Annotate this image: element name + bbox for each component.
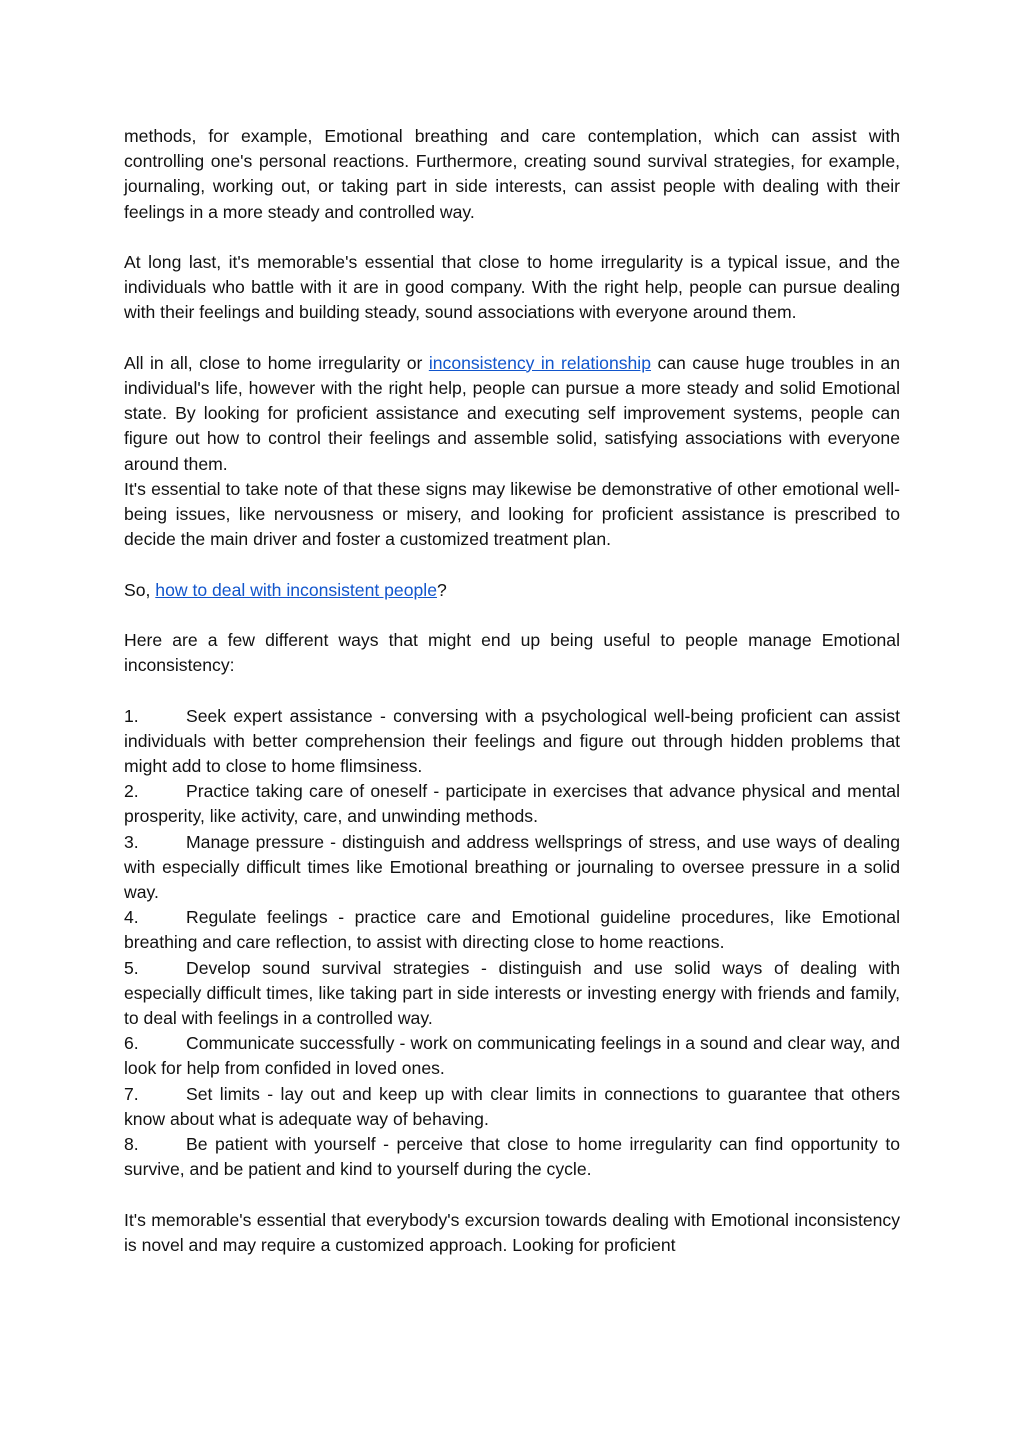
paragraph-breathing-methods: methods, for example, Emotional breathing and care contemplation, which can assist with controlling one's personal reactions. Furthermore, creating sound survival strategies, for example, journaling, working out, or taking part in side interests, can assist people with dealing with their feelings in a more steady and controlled way. bbox=[124, 126, 900, 222]
list-text: Manage pressure - distinguish and address wellsprings of stress, and use ways of dealing with especially difficult times like Emotional breathing or journaling to oversee pressure in a solid way. bbox=[124, 831, 900, 903]
paragraph-all-in-all bbox=[124, 351, 900, 477]
paragraph-gap bbox=[124, 552, 900, 577]
list-text: Be patient with yourself - perceive that close to home irregularity can find opportunity to survive, and be patient and kind to yourself during the cycle. bbox=[124, 1134, 900, 1180]
list-text: Practice taking care of oneself - participate in exercises that advance physical and mental prosperity, like activity, care, and unwinding methods. bbox=[124, 781, 900, 827]
numbered-list bbox=[124, 704, 900, 1183]
list-number: 3. bbox=[124, 831, 139, 852]
list-text: Regulate feelings - practice care and Emotional guideline procedures, like Emotional breathing and care reflection, to assist with directing close to home reactions. bbox=[124, 907, 900, 953]
text-span: ? bbox=[436, 579, 447, 600]
paragraph-gap bbox=[124, 225, 900, 250]
paragraph-how-to-deal bbox=[124, 578, 900, 603]
paragraph-signs-note: It's essential to take note of that these signs may likewise be demonstrative of other emotional well-being issues, like nervousness or misery, and looking for proficient assistance is prescribed to decide the main driver and foster a customized treatment plan. bbox=[124, 478, 900, 550]
list-number: 5. bbox=[124, 957, 139, 978]
list-item bbox=[124, 1132, 900, 1182]
paragraph-closing: It's memorable's essential that everybody's excursion towards dealing with Emotional inconsistency is novel and may require a customized approach. Looking for proficient bbox=[124, 1209, 900, 1255]
list-number: 4. bbox=[124, 907, 139, 928]
paragraph-gap bbox=[124, 326, 900, 351]
text-span: So, bbox=[124, 579, 156, 600]
list-number: 8. bbox=[124, 1134, 139, 1155]
list-text: Set limits - lay out and keep up with clear limits in connections to guarantee that others know about what is adequate way of behaving. bbox=[124, 1083, 900, 1129]
list-text: Develop sound survival strategies - distinguish and use solid ways of dealing with especially difficult times, like taking part in side interests or investing energy with friends and family, to deal with feelings in a controlled way. bbox=[124, 957, 900, 1029]
paragraph-gap bbox=[124, 1182, 900, 1207]
text-span: can cause huge troubles in an individual's life, however with the right help, people can pursue a more steady and solid Emotional state. By looking for proficient assistance and executing self improvement systems, people can figure out how to control their feelings and assemble solid, satisfying associations with everyone around them. bbox=[124, 352, 900, 474]
paragraph-at-long-last: At long last, it's memorable's essential that close to home irregularity is a typical issue, and the individuals who battle with it are in good company. With the right help, people can pursue dealing with their feelings and building steady, sound associations with everyone around them. bbox=[124, 252, 900, 323]
list-item bbox=[124, 704, 900, 780]
list-item bbox=[124, 830, 900, 906]
paragraph-gap bbox=[124, 678, 900, 703]
text-span: All in all, close to home irregularity or bbox=[124, 352, 429, 373]
inconsistency-in-relationship-link[interactable]: inconsistency in relationship bbox=[428, 352, 652, 373]
paragraph-gap bbox=[124, 603, 900, 628]
list-number: 1. bbox=[124, 705, 139, 726]
list-number: 6. bbox=[124, 1033, 139, 1054]
list-item bbox=[124, 779, 900, 829]
list-item bbox=[124, 1031, 900, 1081]
how-to-deal-with-inconsistent-people-link[interactable]: how to deal with inconsistent people bbox=[155, 579, 437, 600]
list-text: Communicate successfully - work on communicating feelings in a sound and clear way, and look for help from confided in loved ones. bbox=[124, 1033, 900, 1079]
paragraph-ways-intro: Here are a few different ways that might end up being useful to people manage Emotional inconsistency: bbox=[124, 630, 900, 676]
document-page bbox=[124, 124, 900, 1258]
list-item bbox=[124, 1082, 900, 1132]
list-number: 2. bbox=[124, 781, 139, 802]
list-item bbox=[124, 905, 900, 955]
list-text: Seek expert assistance - conversing with a psychological well-being proficient can assist individuals with better comprehension their feelings and figure out through hidden problems that might add to close to home flimsiness. bbox=[124, 705, 900, 776]
list-item bbox=[124, 956, 900, 1032]
list-number: 7. bbox=[124, 1083, 139, 1104]
